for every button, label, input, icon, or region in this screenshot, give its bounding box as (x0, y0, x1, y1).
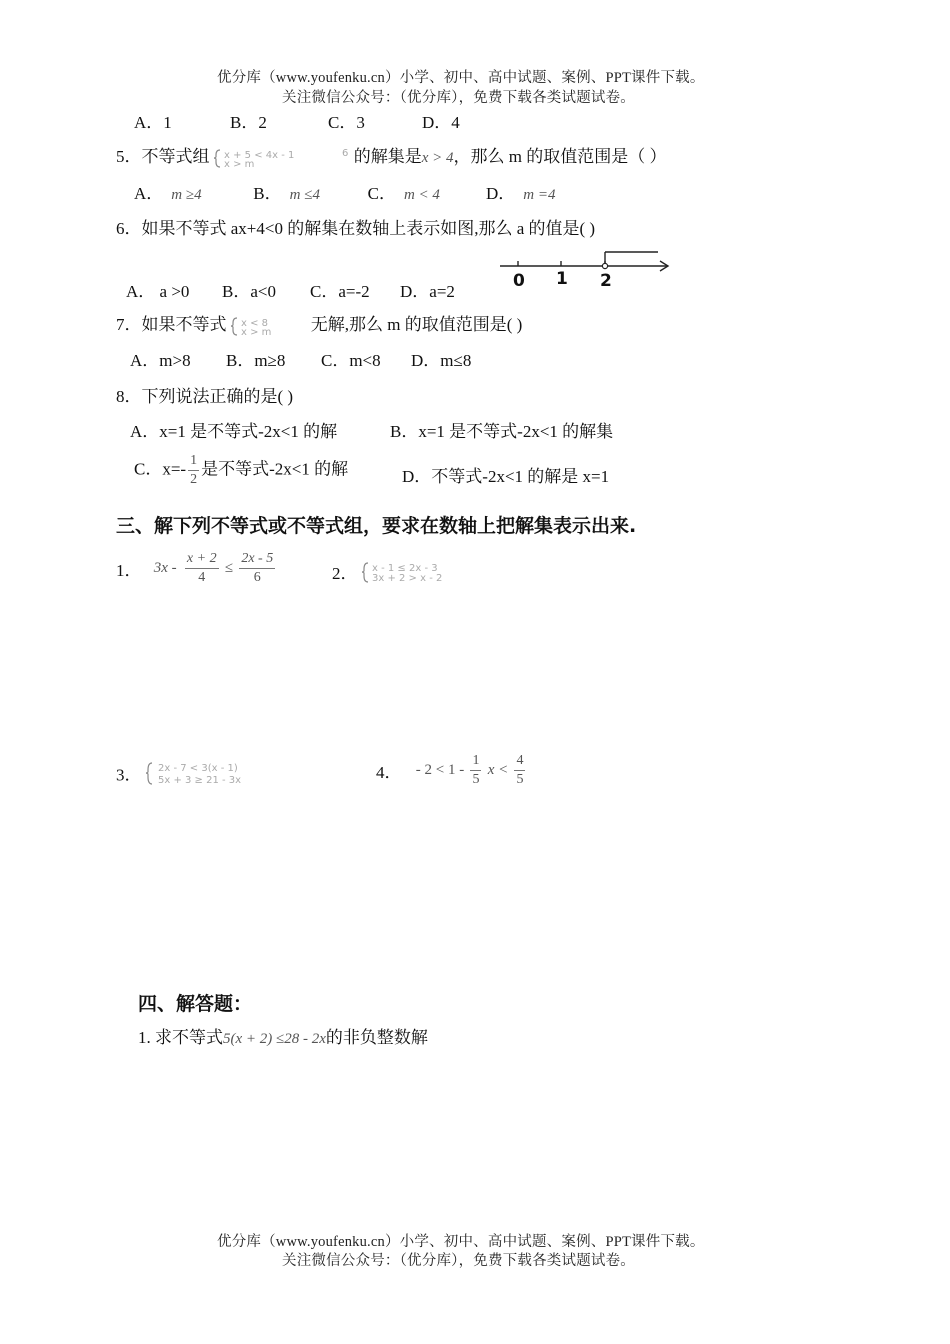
q8-option-a: A．x=1 是不等式-2x<1 的解 (130, 422, 338, 441)
q7-stem-before: 7．如果不等式 (116, 315, 227, 334)
s3-p4-num1: 1 (472, 753, 480, 768)
s3-p3-label: 3． (116, 765, 142, 785)
q7-stem-after: 无解,那么 m 的取值范围是( ) (310, 315, 523, 334)
s3-p4-num2: 4 (516, 753, 524, 768)
q5-inequality-system-image (214, 147, 354, 169)
open-point (602, 263, 607, 268)
s3-problem-3 (116, 760, 326, 786)
q6-stem: 6．如果不等式 ax+4<0 的解集在数轴上表示如图,那么 a 的值是( ) (116, 219, 596, 238)
q8-fraction-denominator: 2 (190, 472, 198, 487)
q5-option-d-value: m =4 (523, 187, 556, 203)
number-line-label-0: 0 (513, 271, 525, 291)
s3-p1-label: 1． (116, 561, 142, 580)
q5-number: 5． (116, 147, 142, 166)
s3-p4-fraction-2 (514, 752, 525, 789)
s3-p1-op: ≤ (224, 560, 234, 576)
q6-option-b: B．a<0 (222, 282, 276, 301)
q5-stem-mid: 的解集是 (353, 147, 422, 166)
svg-text:2x - 7 < 3(x - 1): 2x - 7 < 3(x - 1) (157, 763, 238, 774)
footer-line-2: 关注微信公众号：（优分库），免费下载各类试题试卷。 (282, 1253, 635, 1269)
s4-p1-after: 的非负整数解 (325, 1028, 428, 1047)
svg-text:x - 1 ≤ 2x - 3: x - 1 ≤ 2x - 3 (371, 562, 438, 574)
q8-option-d: D．不等式-2x<1 的解是 x=1 (402, 467, 610, 486)
s3-p1-num1: x + 2 (186, 551, 217, 566)
number-line-label-1: 1 (556, 269, 568, 289)
s3-p4-fraction-1 (470, 752, 481, 789)
section4-title: 四、解答题： (138, 993, 253, 1015)
s3-p4-den2: 5 (516, 772, 524, 787)
q7-option-c: C．m<8 (321, 351, 381, 370)
s3-p4-mid: x < (487, 762, 509, 778)
svg-text:x < 8: x < 8 (240, 318, 268, 330)
s3-p2-inequality-system-image (362, 560, 482, 584)
q5-stem-after: ，那么 m 的取值范围是（ ） (453, 147, 667, 166)
q7-option-d: D．m≤8 (411, 351, 472, 370)
svg-text:3x + 2 > x - 2: 3x + 2 > x - 2 (371, 572, 443, 584)
q5-option-c-label: C． (367, 184, 396, 203)
header-line-1: 优分库（www.youfenku.cn）小学、初中、高中试题、案例、PPT课件下载。 (217, 70, 705, 86)
q6-option-a: A． a >0 (126, 282, 190, 301)
q7-option-b: B．m≥8 (226, 351, 286, 370)
q5-option-c-value: m < 4 (403, 187, 440, 203)
q6-number-line (498, 246, 674, 292)
s3-p1-lead: 3x - (153, 560, 177, 576)
q5-option-a-label: A． (134, 184, 164, 203)
header-line-2: 关注微信公众号：（优分库），免费下载各类试题试卷。 (282, 90, 635, 106)
q5-option-b-value: m ≤4 (289, 187, 320, 203)
s3-p1-den2: 6 (239, 568, 275, 587)
svg-text:x > m: x > m (240, 327, 272, 338)
q5-option-b-label: B． (253, 184, 282, 203)
q8-stem: 8．下列说法正确的是( ) (116, 387, 294, 406)
q5-stem (116, 142, 667, 169)
q4-options (134, 108, 460, 133)
s3-p1-num2: 2x - 5 (241, 551, 274, 566)
q7-stem (116, 310, 522, 337)
svg-text:x > m: x > m (223, 159, 255, 170)
s3-p3-inequality-system-image (146, 760, 326, 786)
q8-fraction (188, 452, 199, 489)
number-line-label-2: 2 (600, 271, 612, 291)
q4-option-d: D．4 (422, 113, 460, 132)
q6-option-c: C．a=-2 (310, 282, 370, 301)
q8-option-c-after: 是不等式-2x<1 的解 (201, 459, 349, 479)
q5-options (134, 179, 555, 204)
s3-problem-4 (376, 752, 527, 789)
q5-stem-before: 不等式组 (141, 147, 210, 166)
q5-option-d-label: D． (485, 184, 516, 203)
q7-options (130, 346, 471, 371)
q4-option-b: B．2 (230, 113, 267, 132)
section3-title: 三、解下列不等式或不等式组，要求在数轴上把解集表示出来. (116, 515, 637, 537)
s4-p1-before: 1. 求不等式 (138, 1028, 223, 1047)
q6-options (126, 277, 455, 302)
s4-problem-1 (138, 1023, 428, 1048)
q7-inequality-system-image (231, 315, 311, 337)
q8-option-c-before: C．x=- (134, 459, 187, 479)
s3-p2-label: 2． (332, 564, 358, 583)
footer-line-1: 优分库（www.youfenku.cn）小学、初中、高中试题、案例、PPT课件下载。 (217, 1234, 705, 1250)
q8-fraction-numerator: 1 (190, 453, 198, 468)
s3-problem-1 (116, 550, 277, 587)
q5-option-a-value: m ≥4 (171, 187, 202, 203)
q4-option-c: C．3 (328, 113, 365, 132)
s3-p1-fraction-1 (185, 550, 219, 587)
s3-p1-den1: 4 (185, 568, 219, 587)
s4-p1-expression: 5(x + 2) ≤28 - 2x (223, 1031, 326, 1047)
q8-option-b: B．x=1 是不等式-2x<1 的解集 (390, 422, 614, 441)
s3-p4-lead: - 2 < 1 - (415, 762, 465, 778)
q8-option-c (134, 452, 348, 489)
svg-text:6: 6 (341, 148, 349, 160)
svg-text:5x + 3 ≥ 21 - 3x: 5x + 3 ≥ 21 - 3x (157, 775, 241, 786)
svg-text:x + 5 < 4x - 1: x + 5 < 4x - 1 (223, 150, 295, 162)
s3-p4-label: 4． (376, 763, 402, 782)
q5-solution-set: x > 4 (421, 150, 454, 166)
s3-p1-fraction-2 (239, 550, 275, 587)
q6-option-d: D．a=2 (400, 282, 455, 301)
q7-option-a: A．m>8 (130, 351, 191, 370)
s3-problem-2 (332, 559, 482, 584)
s3-p4-den1: 5 (472, 772, 480, 787)
q4-option-a: A．1 (134, 113, 172, 132)
